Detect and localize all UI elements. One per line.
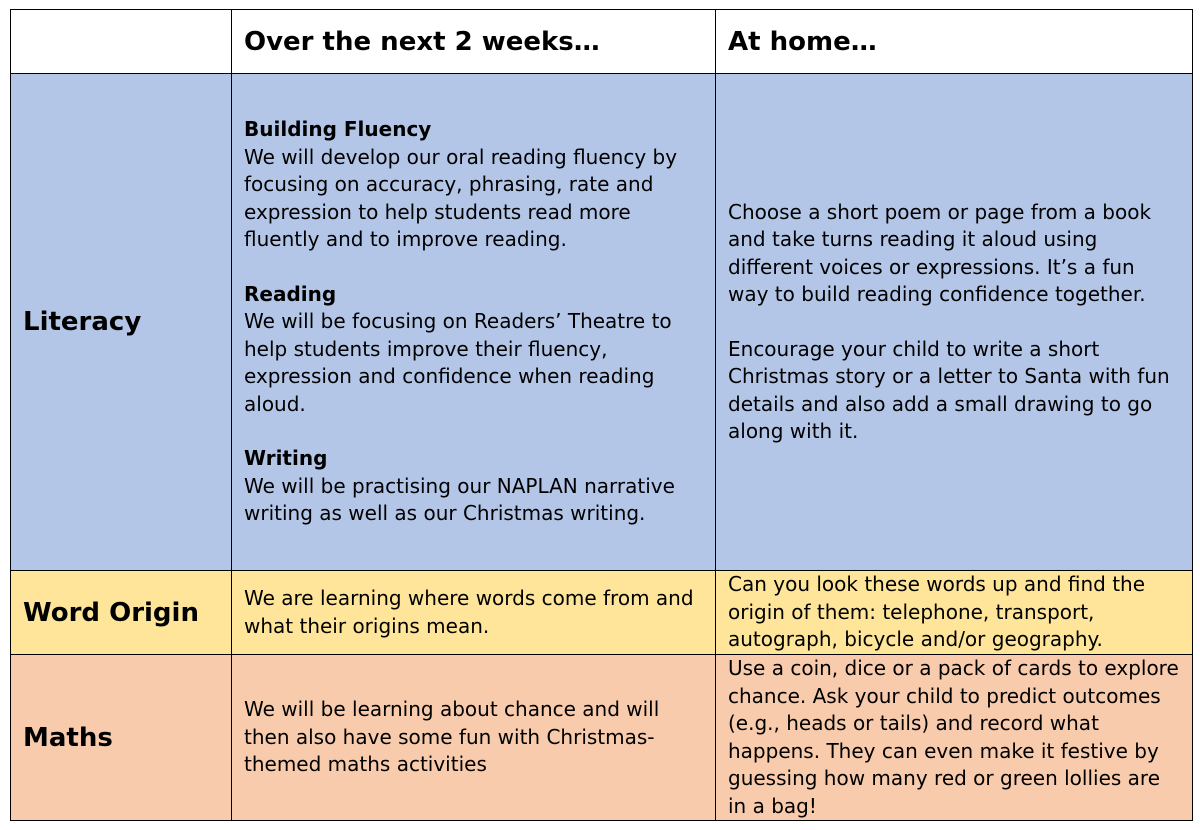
word-origin-row — [11, 571, 1193, 655]
literacy-label: Literacy — [11, 74, 232, 571]
literacy-row — [11, 74, 1193, 571]
building-fluency-title: Building Fluency — [244, 117, 432, 142]
word-origin-home-cell: Can you look these words up and find the origin of them: telephone, transport, autograph, bicycle and/or geography. — [716, 571, 1193, 655]
literacy-home-paragraph-2: Encourage your child to write a short Christmas story or a letter to Santa with fun details and also add a small drawing to go along with it. — [728, 336, 1170, 443]
learning-plan-table — [10, 9, 1193, 821]
maths-home-cell: Use a coin, dice or a pack of cards to explore chance. Ask your child to predict outcomes (e.g., heads or tails) and record what happens. They can even make it festive by guessing how many red or green lollies are in a bag! — [716, 655, 1193, 821]
building-fluency-section — [244, 116, 703, 254]
header-row — [11, 10, 1193, 74]
writing-title: Writing — [244, 446, 328, 471]
header-next-2-weeks: Over the next 2 weeks… — [232, 10, 716, 74]
literacy-home-cell — [716, 74, 1193, 571]
word-origin-label: Word Origin — [11, 571, 232, 655]
literacy-home-paragraph-1: Choose a short poem or page from a book and take turns reading it aloud using different voices or expressions. It’s a fun way to build reading confidence together. — [728, 199, 1152, 306]
maths-weeks-cell: We will be learning about chance and will then also have some fun with Christmas-themed maths activities — [232, 655, 716, 821]
writing-text: We will be practising our NAPLAN narrative writing as well as our Christmas writing. — [244, 473, 675, 526]
writing-section — [244, 445, 703, 528]
reading-section — [244, 281, 703, 419]
word-origin-weeks-cell: We are learning where words come from and what their origins mean. — [232, 571, 716, 655]
reading-title: Reading — [244, 281, 337, 306]
maths-row — [11, 655, 1193, 821]
header-at-home: At home… — [716, 10, 1193, 74]
literacy-weeks-cell — [232, 74, 716, 571]
building-fluency-text: We will develop our oral reading fluency by focusing on accuracy, phrasing, rate and expression to help students read more fluently and to improve reading. — [244, 144, 678, 252]
header-empty-cell — [11, 10, 232, 74]
maths-label: Maths — [11, 655, 232, 821]
reading-text: We will be focusing on Readers’ Theatre to help students improve their fluency, expression and confidence when reading aloud. — [244, 309, 672, 416]
